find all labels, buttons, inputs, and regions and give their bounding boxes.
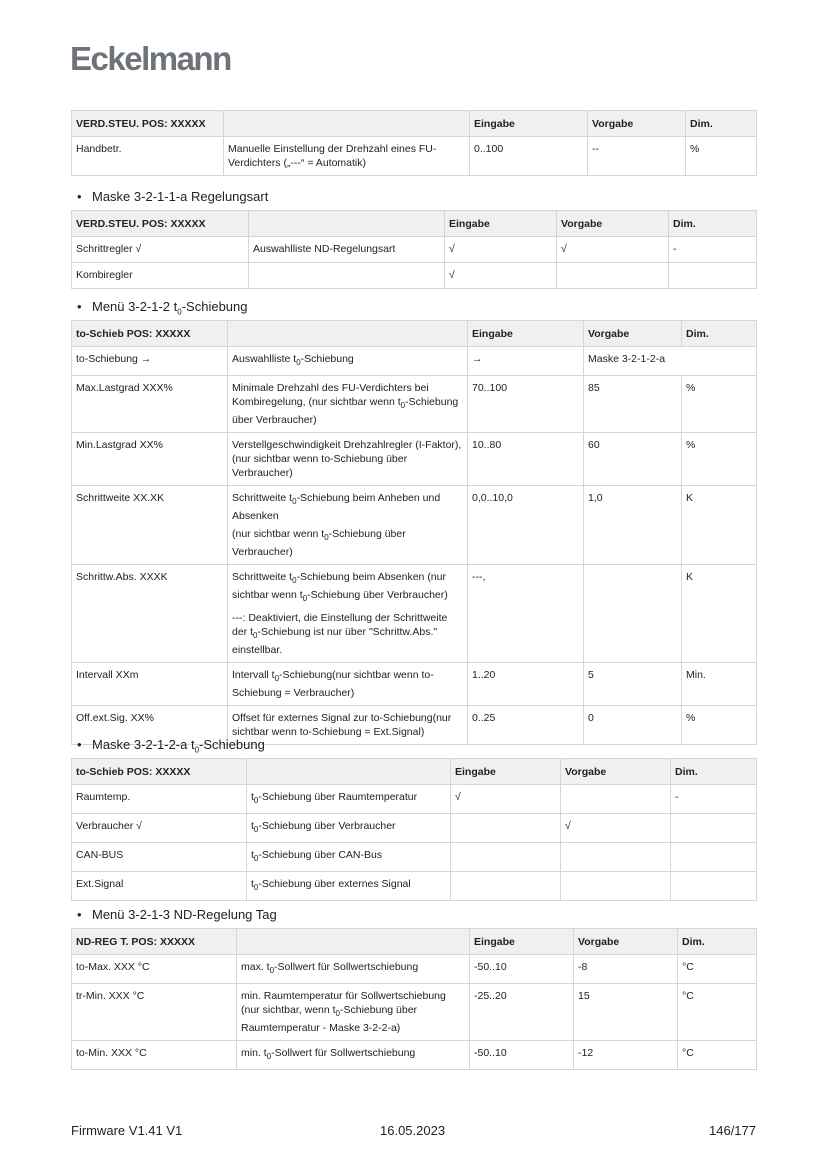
header-vorgabe: Vorgabe: [584, 321, 682, 347]
cell-parameter: to-Min. XXX °C: [72, 1041, 237, 1070]
cell-vorgabe: Maske 3-2-1-2-a: [584, 347, 757, 376]
cell-description: max. $t_0$-Sollwert für Sollwertschiebung: [237, 955, 470, 984]
cell-parameter: Ext.Signal: [72, 872, 247, 901]
cell-description: Verstellgeschwindigkeit Drehzahlregler (I-Faktor), (nur sichtbar wenn to-Schiebung über Verbraucher): [228, 433, 468, 486]
parameter-table: [71, 210, 757, 289]
header-vorgabe: Vorgabe: [557, 211, 669, 237]
cell-eingabe: 0,0..10,0: [468, 486, 584, 565]
cell-parameter: to-Schiebung →: [72, 347, 228, 376]
header-dim: Dim.: [678, 929, 757, 955]
cell-dim: [671, 843, 757, 872]
cell-vorgabe: [557, 263, 669, 289]
table-row: [72, 814, 757, 843]
cell-vorgabe: [561, 785, 671, 814]
footer-firmware: Firmware V1.41 V1: [71, 1123, 183, 1138]
cell-eingabe: √: [451, 785, 561, 814]
header-description: [249, 211, 445, 237]
header-dim: Dim.: [686, 111, 757, 137]
cell-parameter: CAN-BUS: [72, 843, 247, 872]
header-vorgabe: Vorgabe: [574, 929, 678, 955]
cell-vorgabe: 85: [584, 376, 682, 433]
cell-vorgabe: --: [588, 137, 686, 176]
bullet-icon: •: [77, 189, 82, 204]
cell-eingabe: 10..80: [468, 433, 584, 486]
table-row: [72, 955, 757, 984]
header-description: [237, 929, 470, 955]
section-maske-t0-schiebung: [71, 736, 756, 901]
cell-eingabe: √: [445, 237, 557, 263]
bullet-icon: •: [77, 737, 82, 752]
cell-dim: [669, 263, 757, 289]
table-row: [72, 565, 757, 662]
parameter-table: [71, 928, 757, 1070]
cell-dim: %: [682, 705, 757, 744]
cell-eingabe: -50..10: [470, 955, 574, 984]
header-parameter: ND-REG T. POS: XXXXX: [72, 929, 237, 955]
section-heading-text: Maske 3-2-1-2-a $t_0$-Schiebung: [92, 737, 265, 755]
header-eingabe: Eingabe: [470, 929, 574, 955]
cell-parameter: tr-Min. XXX °C: [72, 984, 237, 1041]
table-row: [72, 1041, 757, 1070]
cell-vorgabe: √: [561, 814, 671, 843]
table-row: [72, 137, 757, 176]
header-parameter: VERD.STEU. POS: XXXXX: [72, 111, 224, 137]
section-verdsteu-handbetrieb: [71, 110, 756, 176]
section-heading-text: Maske 3-2-1-1-a Regelungsart: [92, 189, 269, 204]
cell-dim: [671, 872, 757, 901]
cell-description: $t_0$-Schiebung über externes Signal: [247, 872, 451, 901]
parameter-table: [71, 110, 757, 176]
cell-parameter: Verbraucher √: [72, 814, 247, 843]
table-row: [72, 872, 757, 901]
table-row: [72, 347, 757, 376]
cell-description: min. Raumtemperatur für Sollwertschiebung (nur sichtbar, wenn $t_0$-Schiebung über Raumtemperatur - Maske 3-2-2-a): [237, 984, 470, 1041]
cell-vorgabe: 1,0: [584, 486, 682, 565]
bullet-icon: •: [77, 907, 82, 922]
cell-description: Schrittweite $t_0$-Schiebung beim Absenken (nur sichtbar wenn $t_0$-Schiebung über Verbraucher) ---: Deaktiviert, die Einstellung der Schrittweite der $t_0$-Schiebung ist nur über "Schrittw.Abs." einstellbar.: [228, 565, 468, 662]
table-header-row: [72, 321, 757, 347]
header-parameter: to-Schieb POS: XXXXX: [72, 759, 247, 785]
cell-vorgabe: 5: [584, 662, 682, 705]
header-parameter: to-Schieb POS: XXXXX: [72, 321, 228, 347]
cell-vorgabe: 60: [584, 433, 682, 486]
header-dim: Dim.: [682, 321, 757, 347]
footer-page-number: 146/177: [709, 1123, 756, 1138]
cell-vorgabe: [561, 843, 671, 872]
cell-dim: °C: [678, 1041, 757, 1070]
table-row: [72, 486, 757, 565]
cell-dim: K: [682, 565, 757, 662]
cell-dim: °C: [678, 955, 757, 984]
header-parameter: VERD.STEU. POS: XXXXX: [72, 211, 249, 237]
cell-description: [249, 263, 445, 289]
cell-parameter: Schrittweite XX.XK: [72, 486, 228, 565]
table-header-row: [72, 111, 757, 137]
cell-parameter: Handbetr.: [72, 137, 224, 176]
header-vorgabe: Vorgabe: [561, 759, 671, 785]
cell-vorgabe: [584, 565, 682, 662]
cell-dim: [671, 814, 757, 843]
header-description: [247, 759, 451, 785]
section-heading-text: Menü 3-2-1-2 $t_0$-Schiebung: [92, 299, 248, 317]
cell-description: Schrittweite $t_0$-Schiebung beim Anheben und Absenken (nur sichtbar wenn $t_0$-Schiebung über Verbraucher): [228, 486, 468, 565]
header-eingabe: Eingabe: [470, 111, 588, 137]
section-heading: [71, 188, 756, 210]
cell-description: Auswahlliste ND-Regelungsart: [249, 237, 445, 263]
table-row: [72, 433, 757, 486]
footer-date: 16.05.2023: [380, 1123, 446, 1138]
cell-vorgabe: √: [557, 237, 669, 263]
section-maske-regelungsart: [71, 188, 756, 289]
table-row: [72, 843, 757, 872]
bullet-icon: •: [77, 299, 82, 314]
cell-eingabe: 1..20: [468, 662, 584, 705]
cell-dim: -: [669, 237, 757, 263]
cell-dim: Min.: [682, 662, 757, 705]
cell-vorgabe: [561, 872, 671, 901]
cell-eingabe: 70..100: [468, 376, 584, 433]
cell-description: $t_0$-Schiebung über Raumtemperatur: [247, 785, 451, 814]
header-description: [224, 111, 470, 137]
cell-description: Manuelle Einstellung der Drehzahl eines FU-Verdichters („---“ = Automatik): [224, 137, 470, 176]
table-row: [72, 376, 757, 433]
cell-vorgabe: 0: [584, 705, 682, 744]
table-row: [72, 984, 757, 1041]
cell-vorgabe: -8: [574, 955, 678, 984]
header-description: [228, 321, 468, 347]
table-header-row: [72, 759, 757, 785]
table-row: [72, 237, 757, 263]
eckelmann-logo: Eckelmann: [70, 40, 231, 77]
cell-eingabe: √: [445, 263, 557, 289]
cell-parameter: Intervall XXm: [72, 662, 228, 705]
cell-dim: %: [686, 137, 757, 176]
cell-parameter: Raumtemp.: [72, 785, 247, 814]
cell-description: $t_0$-Schiebung über Verbraucher: [247, 814, 451, 843]
table-header-row: [72, 929, 757, 955]
section-menu-nd-regelung-tag: [71, 906, 756, 1070]
header-dim: Dim.: [671, 759, 757, 785]
cell-description: Minimale Drehzahl des FU-Verdichters bei Kombiregelung, (nur sichtbar wenn $t_0$-Schiebung über Verbraucher): [228, 376, 468, 433]
cell-eingabe: 0..100: [470, 137, 588, 176]
section-menu-t0-schiebung: [71, 298, 756, 745]
section-heading: [71, 906, 756, 928]
section-heading: [71, 736, 756, 758]
header-eingabe: Eingabe: [468, 321, 584, 347]
table-row: [72, 263, 757, 289]
cell-description: Intervall $t_0-Schiebung(nur$ sichtbar wenn to-Schiebung = Verbraucher): [228, 662, 468, 705]
cell-eingabe: 0..25: [468, 705, 584, 744]
cell-parameter: Off.ext.Sig. XX%: [72, 705, 228, 744]
header-eingabe: Eingabe: [451, 759, 561, 785]
header-dim: Dim.: [669, 211, 757, 237]
cell-description: Offset für externes Signal zur to-Schiebung(nur sichtbar wenn to-Schiebung = Ext.Signal): [228, 705, 468, 744]
cell-description: $t_0$-Schiebung über CAN-Bus: [247, 843, 451, 872]
section-heading: [71, 298, 756, 320]
cell-eingabe: -50..10: [470, 1041, 574, 1070]
cell-dim: %: [682, 376, 757, 433]
cell-parameter: Max.Lastgrad XXX%: [72, 376, 228, 433]
parameter-table: [71, 320, 757, 745]
table-header-row: [72, 211, 757, 237]
cell-parameter: Schrittw.Abs. XXXK: [72, 565, 228, 662]
cell-vorgabe: -12: [574, 1041, 678, 1070]
cell-eingabe: [451, 872, 561, 901]
cell-parameter: to-Max. XXX °C: [72, 955, 237, 984]
table-row: [72, 785, 757, 814]
cell-dim: K: [682, 486, 757, 565]
cell-parameter: Min.Lastgrad XX%: [72, 433, 228, 486]
section-heading-text: Menü 3-2-1-3 ND-Regelung Tag: [92, 907, 277, 922]
table-row: [72, 662, 757, 705]
cell-parameter: Schrittregler √: [72, 237, 249, 263]
cell-dim: °C: [678, 984, 757, 1041]
cell-description: min. $t_0$-Sollwert für Sollwertschiebung: [237, 1041, 470, 1070]
cell-dim: -: [671, 785, 757, 814]
cell-eingabe: →: [468, 347, 584, 376]
header-vorgabe: Vorgabe: [588, 111, 686, 137]
cell-vorgabe: 15: [574, 984, 678, 1041]
cell-dim: %: [682, 433, 757, 486]
cell-description: Auswahlliste $t_0$-Schiebung: [228, 347, 468, 376]
header-eingabe: Eingabe: [445, 211, 557, 237]
cell-eingabe: -25..20: [470, 984, 574, 1041]
cell-eingabe: [451, 814, 561, 843]
cell-parameter: Kombiregler: [72, 263, 249, 289]
parameter-table: [71, 758, 757, 901]
cell-eingabe: ---,: [468, 565, 584, 662]
cell-eingabe: [451, 843, 561, 872]
